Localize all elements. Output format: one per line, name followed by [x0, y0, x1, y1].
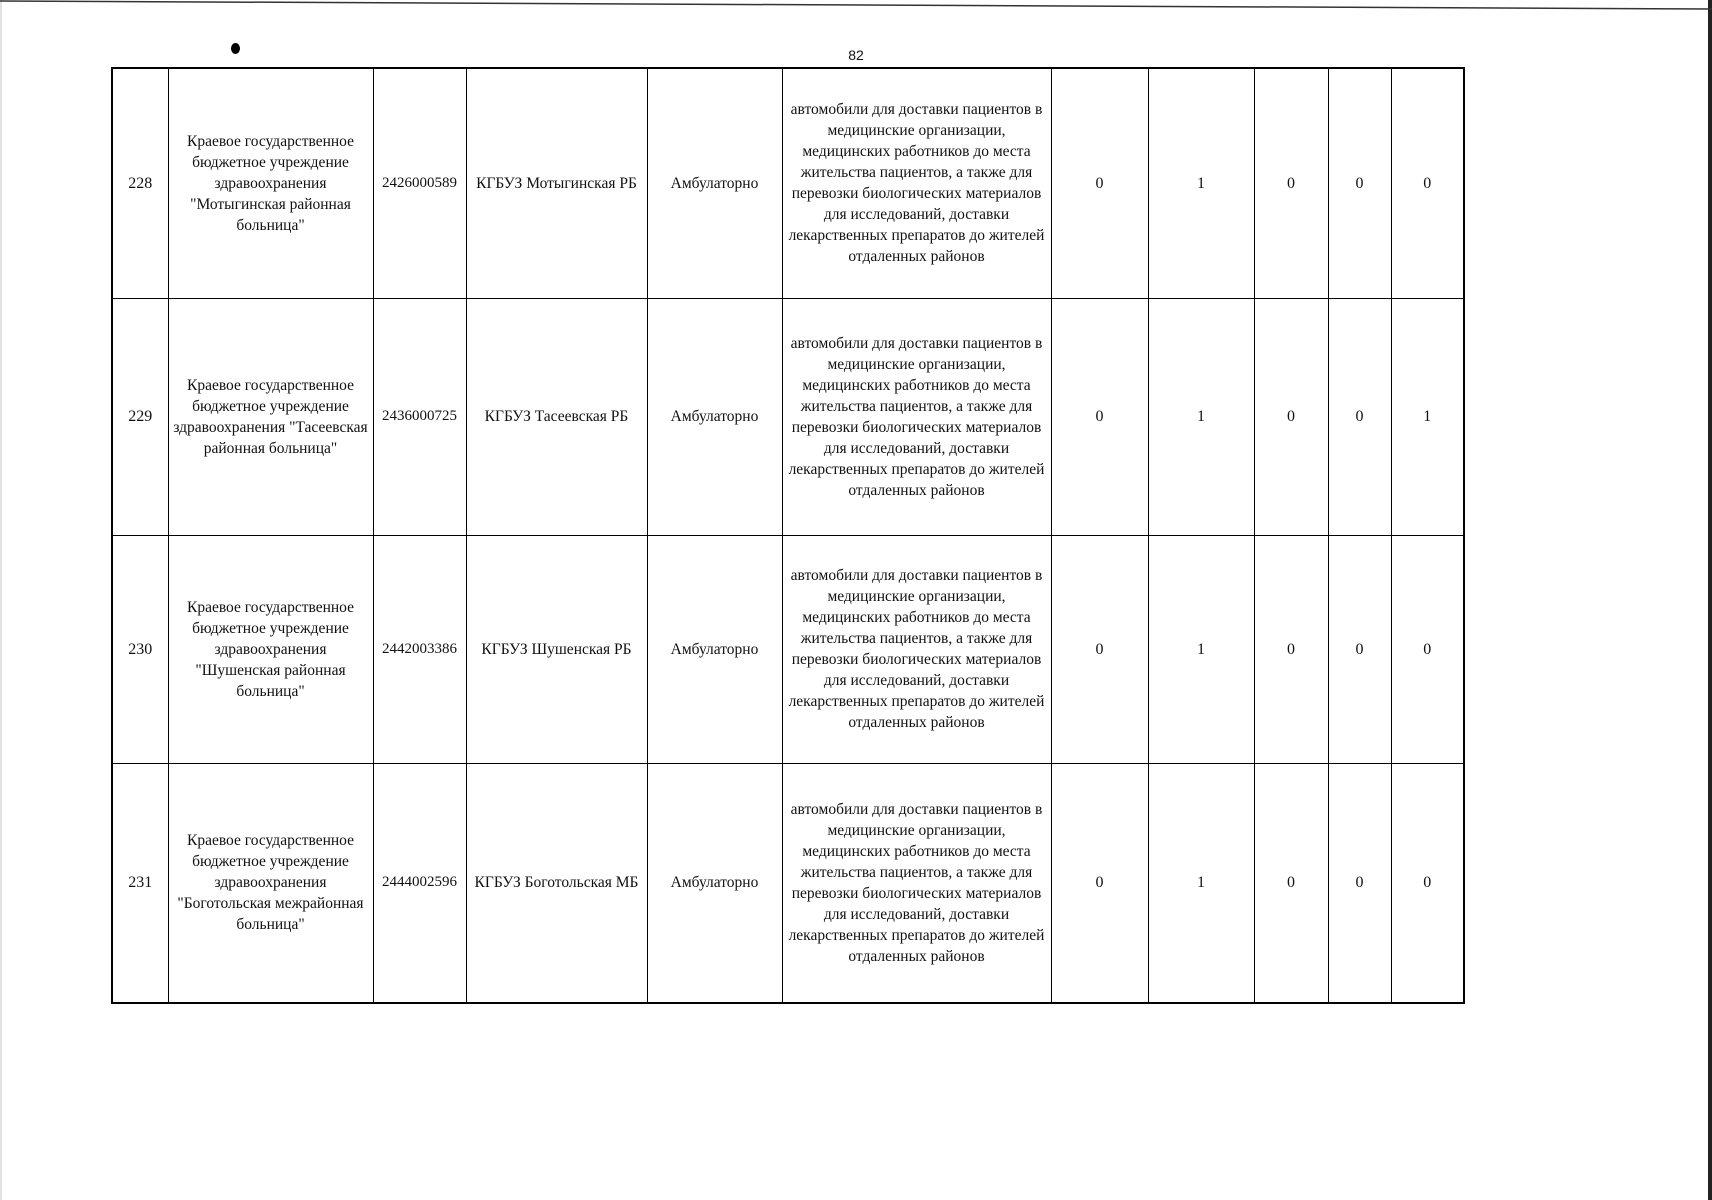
table-row: [112, 298, 1464, 535]
value-cell-4: 0: [1328, 68, 1391, 298]
value-cell-3: 0: [1254, 298, 1328, 535]
row-number: 231: [112, 763, 168, 1003]
row-number: 230: [112, 535, 168, 763]
vehicle-purpose-cell: автомобили для доставки пациентов в медицинские организации, медицинских работников до места жительства пациентов, а также для перевозки биологических материалов для исследований, доставки лекарственных препаратов до жителей отдаленных районов: [782, 535, 1051, 763]
institution-full-name: Краевое государственное бюджетное учреждение здравоохранения "Мотыгинская районная больница": [168, 68, 373, 298]
value-cell-3: 0: [1254, 68, 1328, 298]
vehicle-purpose-cell: автомобили для доставки пациентов в медицинские организации, медицинских работников до места жительства пациентов, а также для перевозки биологических материалов для исследований, доставки лекарственных препаратов до жителей отдаленных районов: [782, 763, 1051, 1003]
value-cell-3: 0: [1254, 763, 1328, 1003]
value-cell-1: 0: [1051, 68, 1148, 298]
value-cell-4: 0: [1328, 535, 1391, 763]
value-cell-5: 0: [1391, 763, 1464, 1003]
institution-full-name: Краевое государственное бюджетное учреждение здравоохранения "Шушенская районная больница": [168, 535, 373, 763]
page-number: 82: [848, 47, 864, 63]
inn-cell: 2442003386: [373, 535, 466, 763]
table-row: [112, 535, 1464, 763]
value-cell-2: 1: [1148, 763, 1254, 1003]
scan-edge-right: [1708, 0, 1712, 1200]
value-cell-1: 0: [1051, 298, 1148, 535]
row-number: 229: [112, 298, 168, 535]
ink-mark: [231, 43, 240, 54]
scan-edge-top: [0, 0, 1712, 10]
institution-full-name: Краевое государственное бюджетное учреждение здравоохранения "Тасеевская районная больница": [168, 298, 373, 535]
institution-short-name: КГБУЗ Мотыгинская РБ: [466, 68, 647, 298]
inn-cell: 2436000725: [373, 298, 466, 535]
vehicle-purpose-cell: автомобили для доставки пациентов в медицинские организации, медицинских работников до места жительства пациентов, а также для перевозки биологических материалов для исследований, доставки лекарственных препаратов до жителей отдаленных районов: [782, 68, 1051, 298]
value-cell-1: 0: [1051, 763, 1148, 1003]
value-cell-2: 1: [1148, 298, 1254, 535]
value-cell-5: 0: [1391, 535, 1464, 763]
care-type-cell: Амбулаторно: [647, 298, 782, 535]
value-cell-1: 0: [1051, 535, 1148, 763]
value-cell-4: 0: [1328, 298, 1391, 535]
care-type-cell: Амбулаторно: [647, 763, 782, 1003]
institution-short-name: КГБУЗ Боготольская МБ: [466, 763, 647, 1003]
value-cell-5: 0: [1391, 68, 1464, 298]
value-cell-5: 1: [1391, 298, 1464, 535]
value-cell-3: 0: [1254, 535, 1328, 763]
care-type-cell: Амбулаторно: [647, 535, 782, 763]
row-number: 228: [112, 68, 168, 298]
table-row: [112, 763, 1464, 1003]
scan-edge-left: [0, 0, 2, 1200]
inn-cell: 2426000589: [373, 68, 466, 298]
institution-short-name: КГБУЗ Шушенская РБ: [466, 535, 647, 763]
vehicles-table: [111, 67, 1465, 1004]
vehicle-purpose-cell: автомобили для доставки пациентов в медицинские организации, медицинских работников до места жительства пациентов, а также для перевозки биологических материалов для исследований, доставки лекарственных препаратов до жителей отдаленных районов: [782, 298, 1051, 535]
institution-short-name: КГБУЗ Тасеевская РБ: [466, 298, 647, 535]
value-cell-2: 1: [1148, 535, 1254, 763]
value-cell-4: 0: [1328, 763, 1391, 1003]
value-cell-2: 1: [1148, 68, 1254, 298]
table-row: [112, 68, 1464, 298]
institution-full-name: Краевое государственное бюджетное учреждение здравоохранения "Боготольская межрайонная больница": [168, 763, 373, 1003]
inn-cell: 2444002596: [373, 763, 466, 1003]
care-type-cell: Амбулаторно: [647, 68, 782, 298]
